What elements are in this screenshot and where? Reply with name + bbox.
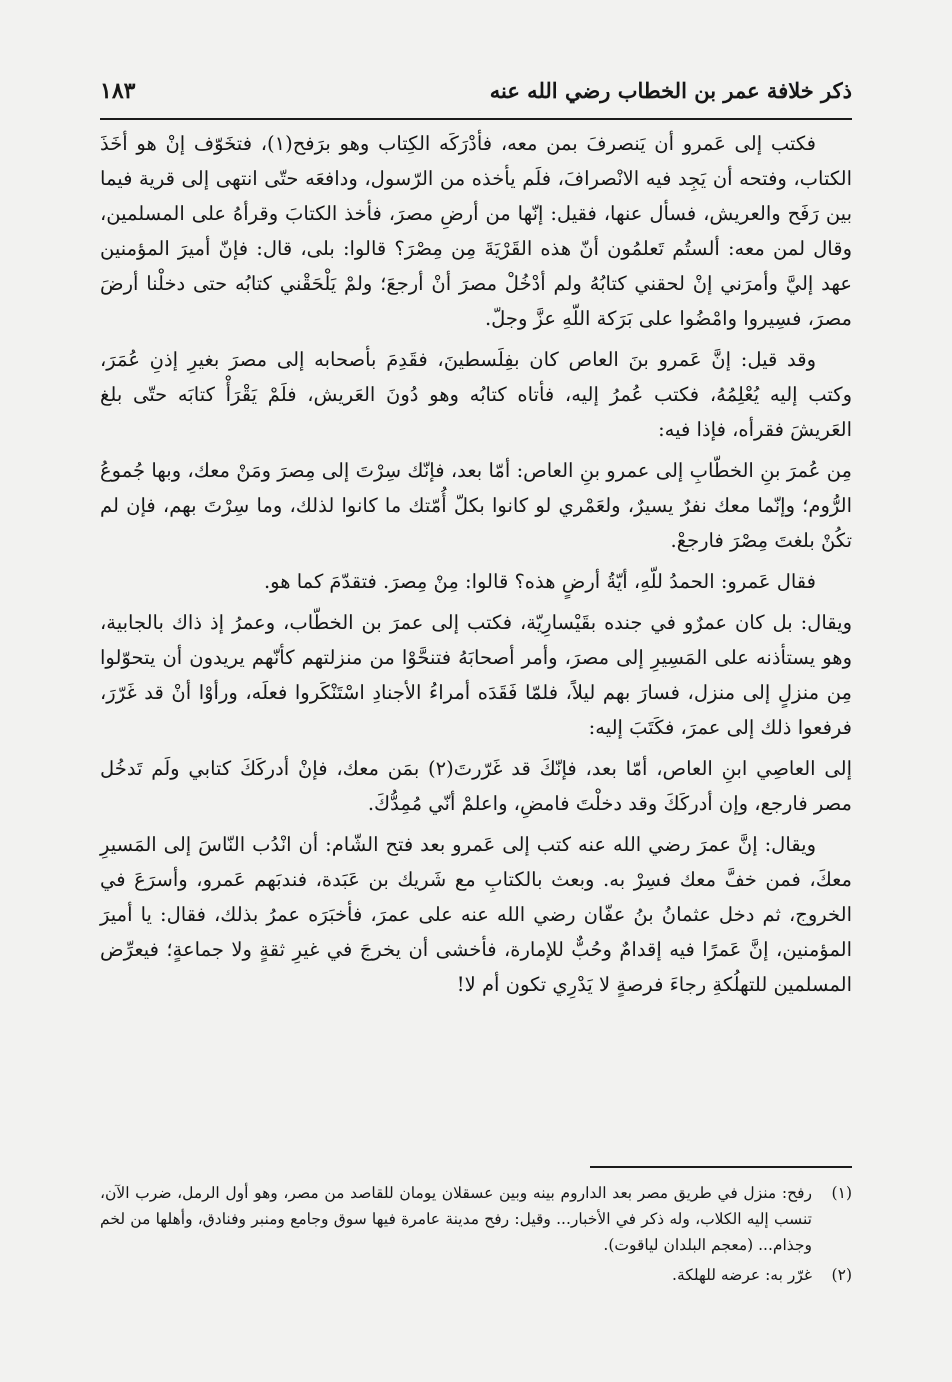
paragraph: فقال عَمرو: الحمدُ للّهِ، أيّةُ أرضٍ هذه؟ قالوا: مِنْ مِصرَ. فتقدّمَ كما هو.	[263, 570, 816, 593]
paragraph: فكتب إلى عَمرو أن يَنصرفَ بمن معه، فأدْرَكَه الكِتاب وهو برَفح(١)، فتخَوّف إنْ هو أخَذَ الكتاب، وفتحه أن يَجِد فيه الانْصرافَ، فلَم يأخذه من الرّسول، ودافعَه حتّى انتهى إلى قرية فيما بين رَفَح والعريش، فسأل عنها، فقيل: إنّها من أرضِ مصرَ، فأخذ الكتابَ وقرأهُ على المسلمين، وقال لمن معه: ألستُم تَعلمُون أنّ هذه القَرْيَةَ مِن مِصْرَ؟ قالوا: بلى، قال: فإنّ أميرَ المؤمنين عهد إليَّ وأمرَني إنْ لحقني كتابُهُ ولم أدْخُلْ مصرَ أنْ أرجعَ؛ ولمْ يَلْحَقْني كتابُه حتى دخلْنا أرضَ مصرَ، فسِيروا وامْضُوا على بَرَكة اللّهِ عزَّ وجلّ.	[100, 132, 852, 330]
quoted-letter: إلى العاصِي ابنِ العاص، أمّا بعد، فإنّكَ قد غَرّرتَ(٢) بمَن معك، فإنْ أدركَكَ كتابي ولَم تَدخُل مصر فارجع، وإن أدركَكَ وقد دخلْتَ فامضِ، واعلمْ أنّي مُمِدُّكَ.	[100, 757, 852, 815]
footnote-mark: (٢)	[831, 1266, 852, 1284]
page-number: ١٨٣	[100, 78, 136, 104]
header-rule	[100, 118, 852, 120]
paragraph: ويقال: بل كان عمرٌو في جنده بقَيْسارِيّة، فكتب إلى عمرَ بن الخطّاب، وعمرُ إذ ذاك بالجابية، وهو يستأذنه على المَسِيرِ إلى مصرَ، وأمر أصحابَهُ فتنحَّوْا من منزلتهم كأنّهم يريدون أن يتحوّلوا مِن منزلٍ إلى منزل، فسارَ بهم ليلاً، فلمّا فَقَدَه أمراءُ الأجنادِ اسْتَنْكَروا فعلَه، ورأوْا أنْ قد غَرّرَ، فرفعوا ذلك إلى عمرَ، فكَتَبَ إليه:	[100, 611, 852, 739]
footnote-mark: (١)	[831, 1184, 852, 1202]
footnote-text: رفح: منزل في طريق مصر بعد الداروم بينه وبين عسقلان يومان للقاصد من مصر، وهو أول الرمل، ضرب الآن، تنسب إليه الكلاب، وله ذكر في الأخبار... وقيل: رفح مدينة عامرة فيها سوق وجامع ومنبر وفنادق، وأهلها من لخم وجذام... (معجم البلدان لياقوت).	[100, 1184, 812, 1254]
footnote-separator	[590, 1166, 852, 1168]
running-title: ذكر خلافة عمر بن الخطاب رضي الله عنه	[489, 78, 852, 103]
paragraph: ويقال: إنَّ عمرَ رضي الله عنه كتب إلى عَمرو بعد فتح الشّام: أن انْدُب النّاسَ إلى المَسيرِ معكَ، فمن خفَّ معك فسِرْ به. وبعث بالكتابِ مع شَريك بن عَبَدة، فندبَهم عَمرو، وأسرَعَ في الخروج، ثم دخل عثمانُ بنُ عفّان رضي الله عنه على عمرَ، فأخبَرَه عمرُ بذلك، فقال: يا أميرَ المؤمنين، إنَّ عَمرًا فيه إقدامٌ وحُبٌّ للإمارة، فأخشى أن يخرجَ في غيرِ ثقةٍ ولا جماعةٍ؛ فيعرِّض المسلمين للتهلُكةِ رجاءَ فرصةٍ لا يَدْرِي تكون أم لا!	[100, 833, 852, 996]
page-header	[100, 72, 852, 120]
footnote-text: غرّر به: عرضه للهلكة.	[672, 1266, 812, 1284]
footnote	[100, 1180, 852, 1258]
footnotes	[100, 1180, 852, 1292]
quoted-letter: مِن عُمرَ بنِ الخطّابِ إلى عمرو بنِ العاص: أمّا بعد، فإنّك سِرْتَ إلى مِصرَ ومَنْ معك، وبها جُموعُ الرُّوم؛ وإنّما معك نفرٌ يسيرٌ، ولعَمْري لو كانوا بكلّ أُمّتك ما كانوا لذلك، وما سِرْتَ بهم، فإن لم تكُنْ بلغتَ مِصْرَ فارجعْ.	[100, 459, 852, 552]
footnote	[100, 1262, 852, 1288]
paragraph: وقد قيل: إنَّ عَمرو بنَ العاص كان بفِلَسطينَ، فقَدِمَ بأصحابه إلى مصرَ بغيرِ إذنِ عُمَرَ، وكتب إليه يُعْلِمُهُ، فكتب عُمرُ إليه، فأتاه كتابُه وهو دُونَ العَريش، فلَمْ يَقْرَأْ كتابَه حتّى بلغ العَريشَ فقرأه، فإذا فيه:	[100, 348, 852, 441]
main-text	[100, 126, 852, 1008]
